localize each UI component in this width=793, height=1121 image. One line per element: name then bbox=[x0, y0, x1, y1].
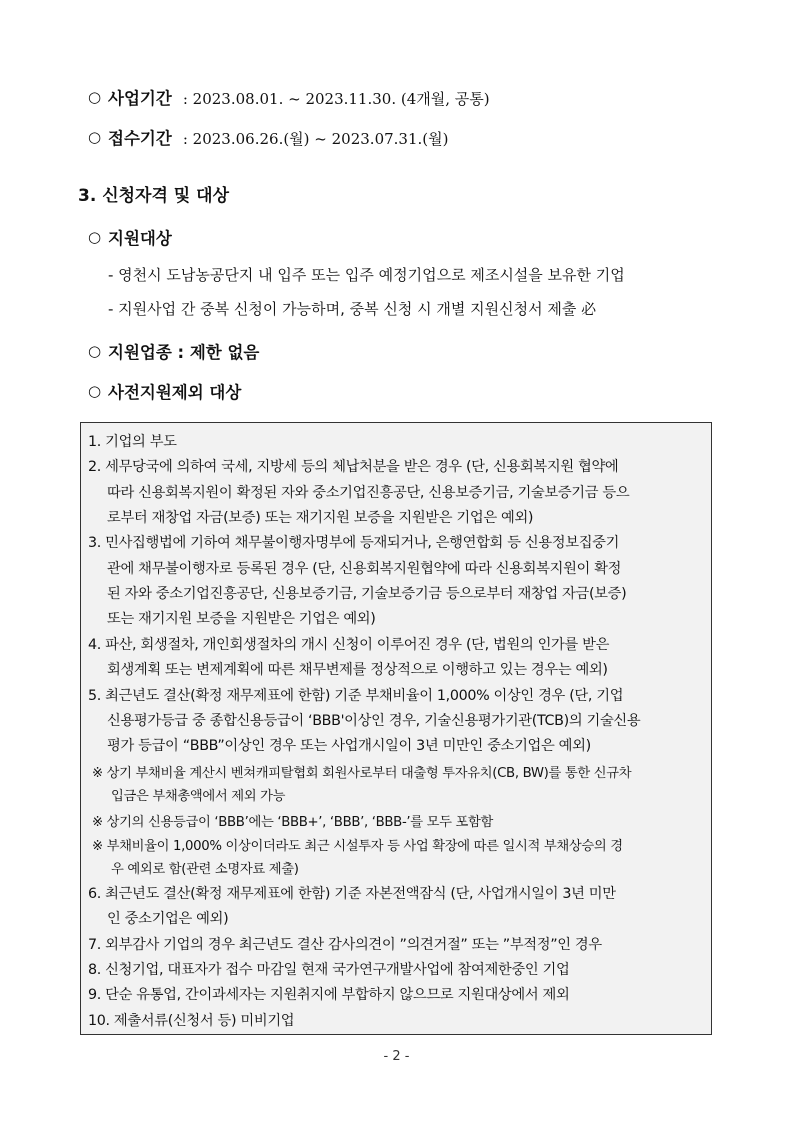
exclusion-label: 사전지원제외 대상 bbox=[108, 383, 242, 402]
exclusion-note: ※ 상기의 신용등급이 ‘BBB’에는 ‘BBB+’, ‘BBB’, ‘BBB-’를 모두 포함함 bbox=[92, 815, 493, 830]
exclusion-line: 인 중소기업은 예외) bbox=[107, 911, 229, 927]
exclusion-line: 10. 제출서류(신청서 등) 미비기업 bbox=[88, 1013, 295, 1029]
exclusion-line: 회생계획 또는 변제계획에 따른 채무변제를 정상적으로 이행하고 있는 경우는 예외) bbox=[107, 662, 608, 678]
reception-period-label: 접수기간 bbox=[108, 129, 172, 148]
bullet-icon: ○ bbox=[88, 342, 102, 360]
business-period-value: : 2023.08.01. ~ 2023.11.30. (4개월, 공통) bbox=[182, 90, 490, 108]
exclusion-note: ※ 상기 부채비율 계산시 벤쳐캐피탈협회 회원사로부터 대출형 투자유치(CB, BW)를 통한 신규차 bbox=[92, 766, 632, 781]
exclusion-note: 우 예외로 함(관련 소명자료 제출) bbox=[111, 862, 299, 877]
business-period-label: 사업기간 bbox=[108, 89, 172, 108]
exclusion-line: 8. 신청기업, 대표자가 접수 마감일 현재 국가연구개발사업에 참여제한중인 기업 bbox=[88, 962, 570, 978]
reception-period bbox=[108, 125, 448, 149]
exclusion-line: 6. 최근년도 결산(확정 재무제표에 한함) 기준 자본전액잠식 (단, 사업개시일이 3년 미만 bbox=[88, 886, 616, 902]
exclusion-line: 로부터 재창업 자금(보증) 또는 재기지원 보증을 지원받은 기업은 예외) bbox=[107, 510, 534, 526]
page-number: - 2 - bbox=[383, 1049, 410, 1064]
exclusion-line: 된 자와 중소기업진흥공단, 신용보증기금, 기술보증기금 등으로부터 재창업 자금(보증) bbox=[107, 586, 627, 602]
exclusion-line: 9. 단순 유통업, 간이과세자는 지원취지에 부합하지 않으므로 지원대상에서 제외 bbox=[88, 987, 570, 1003]
exclusion-line: 2. 세무당국에 의하여 국세, 지방세 등의 체납처분을 받은 경우 (단, 신용회복지원 협약에 bbox=[88, 459, 619, 475]
exclusion-line: 1. 기업의 부도 bbox=[88, 434, 177, 450]
exclusion-line: 신용평가등급 중 종합신용등급이 ‘BBB'이상인 경우, 기술신용평가기관(TCB)의 기술신용 bbox=[107, 713, 641, 729]
exclusion-line: 따라 신용회복지원이 확정된 자와 중소기업진흥공단, 신용보증기금, 기술보증기금 등으 bbox=[107, 485, 630, 501]
bullet-icon: ○ bbox=[88, 88, 102, 106]
exclusion-box bbox=[80, 422, 712, 1035]
exclusion-line: 4. 파산, 회생절차, 개인회생절차의 개시 신청이 이루어진 경우 (단, 법원의 인가를 받은 bbox=[88, 637, 610, 653]
bullet-icon: ○ bbox=[88, 228, 102, 246]
bullet-icon: ○ bbox=[88, 128, 102, 146]
exclusion-line: 또는 재기지원 보증을 지원받은 기업은 예외) bbox=[107, 611, 376, 627]
support-target-label: 지원대상 bbox=[108, 229, 172, 248]
support-target-item: - 지원사업 간 중복 신청이 가능하며, 중복 신청 시 개별 지원신청서 제출 必 bbox=[108, 300, 597, 318]
section-title: 3. 신청자격 및 대상 bbox=[78, 186, 229, 206]
support-industry-label: 지원업종 : 제한 없음 bbox=[108, 343, 260, 362]
exclusion-note: 입금은 부채총액에서 제외 가능 bbox=[111, 789, 286, 804]
bullet-icon: ○ bbox=[88, 382, 102, 400]
exclusion-line: 3. 민사집행법에 기하여 채무불이행자명부에 등재되거나, 은행연합회 등 신용정보집중기 bbox=[88, 535, 620, 551]
business-period bbox=[108, 85, 490, 109]
exclusion-line: 관에 채무불이행자로 등록된 경우 (단, 신용회복지원협약에 따라 신용회복지원이 확정 bbox=[107, 561, 622, 577]
exclusion-line: 5. 최근년도 결산(확정 재무제표에 한함) 기준 부채비율이 1,000% 이상인 경우 (단, 기업 bbox=[88, 688, 624, 704]
exclusion-note: ※ 부채비율이 1,000% 이상이더라도 최근 시설투자 등 사업 확장에 따른 일시적 부채상승의 경 bbox=[92, 839, 623, 854]
support-target-item: - 영천시 도남농공단지 내 입주 또는 입주 예정기업으로 제조시설을 보유한 기업 bbox=[108, 266, 625, 284]
exclusion-line: 평가 등급이 “BBB”이상인 경우 또는 사업개시일이 3년 미만인 중소기업은 예외) bbox=[107, 738, 591, 754]
exclusion-line: 7. 외부감사 기업의 경우 최근년도 결산 감사의견이 ”의견거절” 또는 ”부적정”인 경우 bbox=[88, 937, 602, 953]
reception-period-value: : 2023.06.26.(월) ~ 2023.07.31.(월) bbox=[182, 130, 449, 148]
